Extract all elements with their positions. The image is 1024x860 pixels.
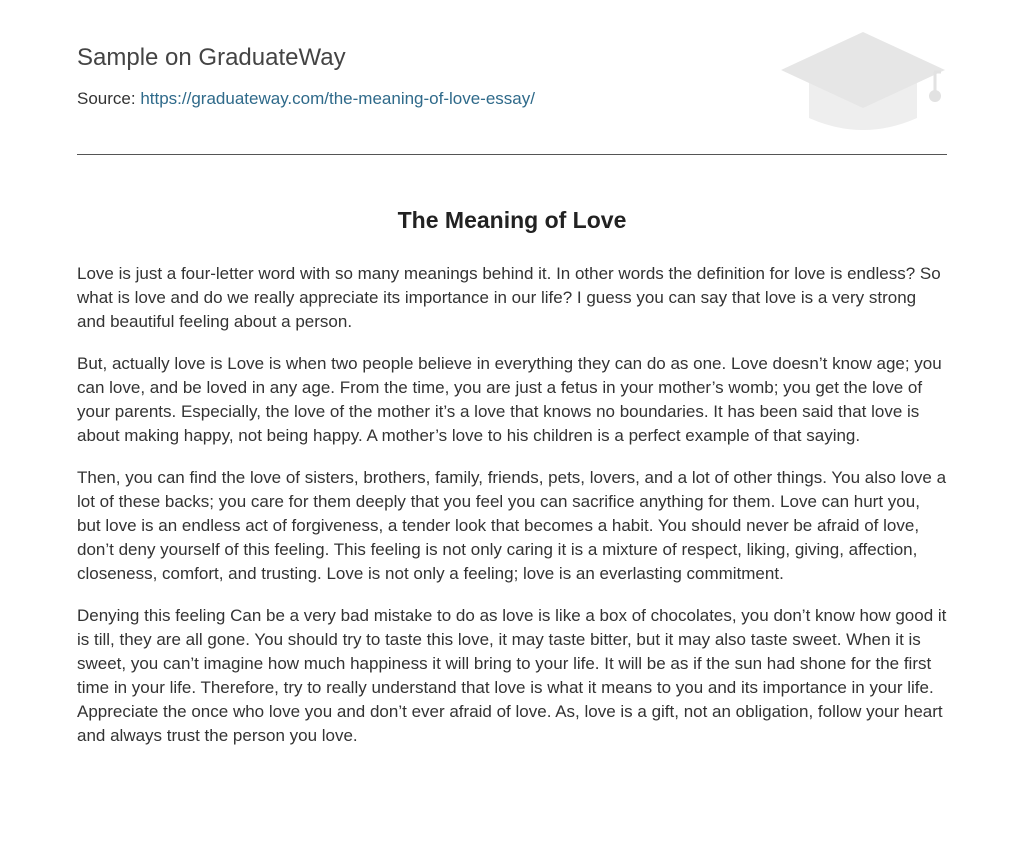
header: [77, 0, 947, 155]
essay-paragraph: Denying this feeling Can be a very bad mistake to do as love is like a box of chocolates, you don’t know how good it is till, they are all gone. You should try to taste this love, it may taste bitter, but it may also taste sweet. When it is sweet, you can’t imagine how much happiness it will bring to your life. It will be as if the sun had shone for the first time in your life. Therefore, try to really understand that love is what it means to you and its importance in your life. Appreciate the once who love you and don’t ever afraid of love. As, love is a gift, not an obligation, follow your heart and always trust the person you love.: [77, 606, 947, 745]
graduation-cap-icon: [779, 30, 947, 134]
site-title: Sample on GraduateWay: [77, 44, 346, 71]
essay-paragraph: But, actually love is Love is when two people believe in everything they can do as one. Love doesn’t know age; you can love, and be loved in any age. From the time, you are just a fetus in your mother’s womb; you get the love of your parents. Especially, the love of the mother it’s a love that knows no boundaries. It has been said that love is about making happy, not being happy. A mother’s love to his children is a perfect example of that saying.: [77, 354, 942, 445]
essay-body: [77, 262, 947, 748]
source-link[interactable]: https://graduateway.com/the-meaning-of-love-essay/: [140, 89, 535, 108]
source-line: [77, 89, 535, 109]
essay-title: The Meaning of Love: [397, 207, 627, 233]
essay-paragraph: Then, you can find the love of sisters, brothers, family, friends, pets, lovers, and a lot of other things. You also love a lot of these backs; you care for them deeply that you feel you can sacrifice anything for them. Love can hurt you, but love is an endless act of forgiveness, a tender look that becomes a habit. You should never be afraid of love, don’t deny yourself of this feeling. This feeling is not only caring it is a mixture of respect, liking, giving, affection, closeness, comfort, and trusting. Love is not only a feeling; love is an everlasting commitment.: [77, 468, 947, 583]
source-label: Source:: [77, 89, 136, 108]
page: [77, 0, 947, 766]
essay-paragraph: Love is just a four-letter word with so many meanings behind it. In other words the definition for love is endless? So what is love and do we really appreciate its importance in our life? I guess you can say that love is a very strong and beautiful feeling about a person.: [77, 264, 941, 331]
